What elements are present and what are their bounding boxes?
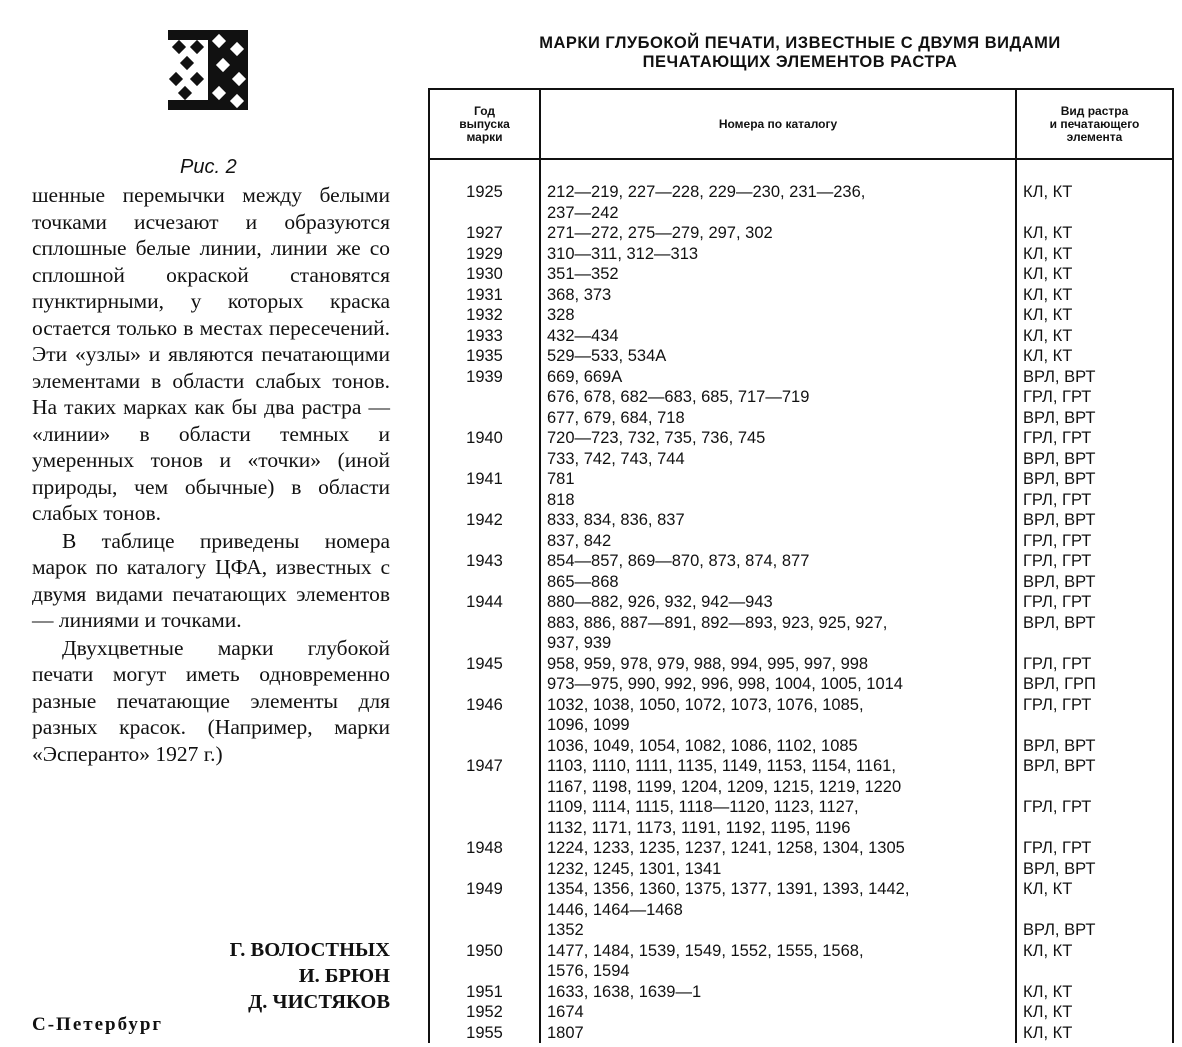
cell-year [429, 674, 540, 695]
cell-type: КЛ, КТ [1016, 346, 1173, 367]
cell-nums: 1354, 1356, 1360, 1375, 1377, 1391, 1393, 1442, [540, 879, 1016, 900]
cell-nums: 1032, 1038, 1050, 1072, 1073, 1076, 1085, [540, 695, 1016, 716]
cell-year [429, 818, 540, 839]
table-row [429, 285, 1173, 306]
cell-type: КЛ, КТ [1016, 159, 1173, 203]
cell-year [429, 900, 540, 921]
cell-nums: 1167, 1198, 1199, 1204, 1209, 1215, 1219, 1220 [540, 777, 1016, 798]
table-row [429, 572, 1173, 593]
paragraph-3: Двухцветные марки глубокой печати могут иметь одновременно разные печатающие элементы для разных красок. (Например, марки «Эсперанто» 1927 г.) [32, 635, 390, 766]
cell-year: 1951 [429, 982, 540, 1003]
table-row [429, 326, 1173, 347]
table-title-line-2: ПЕЧАТАЮЩИХ ЭЛЕМЕНТОВ РАСТРА [642, 53, 958, 71]
cell-nums: 1674 [540, 1002, 1016, 1023]
cell-nums: 677, 679, 684, 718 [540, 408, 1016, 429]
cell-type [1016, 900, 1173, 921]
cell-year [429, 572, 540, 593]
cell-nums: 1633, 1638, 1639—1 [540, 982, 1016, 1003]
author-2: И. БРЮН [298, 965, 390, 987]
cell-year [429, 408, 540, 429]
cell-type [1016, 715, 1173, 736]
cell-nums: 1352 [540, 920, 1016, 941]
table-row [429, 531, 1173, 552]
cell-year: 1933 [429, 326, 540, 347]
paragraph-2: В таблице приведены номера марок по каталогу ЦФА, известных с двумя видами печатающих элементов — линиями и точками. [32, 528, 390, 632]
table-row [429, 408, 1173, 429]
cell-year: 1947 [429, 756, 540, 777]
cell-type: КЛ, КТ [1016, 264, 1173, 285]
cell-nums: 1807 [540, 1023, 1016, 1044]
table-row [429, 859, 1173, 880]
table-row [429, 818, 1173, 839]
table-row [429, 838, 1173, 859]
cell-nums: 351—352 [540, 264, 1016, 285]
cell-year [429, 531, 540, 552]
cell-year: 1925 [429, 159, 540, 203]
table-row [429, 715, 1173, 736]
halftone-dots-figure-icon [168, 30, 248, 110]
cell-nums: 781 [540, 469, 1016, 490]
cell-type: ГРЛ, ГРТ [1016, 387, 1173, 408]
cell-year [429, 715, 540, 736]
cell-nums: 529—533, 534А [540, 346, 1016, 367]
table-row [429, 367, 1173, 388]
table-row [429, 797, 1173, 818]
cell-year [429, 736, 540, 757]
cell-type: ГРЛ, ГРТ [1016, 490, 1173, 511]
cell-type [1016, 633, 1173, 654]
cell-nums: 1103, 1110, 1111, 1135, 1149, 1153, 1154, 1161, [540, 756, 1016, 777]
cell-year: 1940 [429, 428, 540, 449]
cell-nums: 1132, 1171, 1173, 1191, 1192, 1195, 1196 [540, 818, 1016, 839]
cell-type: КЛ, КТ [1016, 244, 1173, 265]
table-row [429, 1002, 1173, 1023]
table-row [429, 449, 1173, 470]
article-body [32, 182, 390, 767]
cell-year: 1927 [429, 223, 540, 244]
cell-year: 1948 [429, 838, 540, 859]
author-3: Д. ЧИСТЯКОВ [248, 991, 390, 1013]
cell-type [1016, 777, 1173, 798]
table-body [429, 159, 1173, 1043]
table-row [429, 879, 1173, 900]
cell-type: ВРЛ, ВРТ [1016, 510, 1173, 531]
table-row [429, 1023, 1173, 1044]
cell-type: ГРЛ, ГРТ [1016, 428, 1173, 449]
table-row [429, 900, 1173, 921]
cell-nums: 368, 373 [540, 285, 1016, 306]
table-row [429, 674, 1173, 695]
table-row [429, 203, 1173, 224]
cell-type: КЛ, КТ [1016, 1002, 1173, 1023]
cell-year [429, 387, 540, 408]
table-row [429, 264, 1173, 285]
header-year: Год выпуска марки [429, 89, 540, 159]
cell-year [429, 449, 540, 470]
cell-type [1016, 961, 1173, 982]
cell-year: 1945 [429, 654, 540, 675]
table-row [429, 654, 1173, 675]
cell-year [429, 920, 540, 941]
cell-nums: 1446, 1464—1468 [540, 900, 1016, 921]
table-row [429, 777, 1173, 798]
table-row [429, 159, 1173, 203]
cell-year: 1941 [429, 469, 540, 490]
figure-caption: Рис. 2 [180, 156, 237, 178]
cell-nums: 1109, 1114, 1115, 1118—1120, 1123, 1127, [540, 797, 1016, 818]
table-row [429, 551, 1173, 572]
paragraph-1: шенные перемычки между белыми точками исчезают и образуются сплошные белые линии, линии же со сплошной окраской становятся пунктирными, у которых краска остается только в местах пересечений. Эти «узлы» и являются печатающими элементами в области слабых тонов. На таких марках как бы два растра — «линии» в области темных и умеренных тонов и «точки» (иной природы, чем обычные) в области слабых тонов. [32, 183, 390, 525]
city-signature: С-Петербург [32, 1014, 164, 1035]
table-row [429, 346, 1173, 367]
table-row [429, 469, 1173, 490]
table-row [429, 961, 1173, 982]
cell-type: КЛ, КТ [1016, 879, 1173, 900]
cell-type: ВРЛ, ВРТ [1016, 859, 1173, 880]
cell-type: ГРЛ, ГРТ [1016, 592, 1173, 613]
cell-nums: 937, 939 [540, 633, 1016, 654]
cell-type: ГРЛ, ГРТ [1016, 654, 1173, 675]
cell-nums: 1036, 1049, 1054, 1082, 1086, 1102, 1085 [540, 736, 1016, 757]
header-numbers: Номера по каталогу [540, 89, 1016, 159]
table-row [429, 387, 1173, 408]
cell-nums: 669, 669А [540, 367, 1016, 388]
cell-nums: 1576, 1594 [540, 961, 1016, 982]
cell-year: 1931 [429, 285, 540, 306]
cell-nums: 833, 834, 836, 837 [540, 510, 1016, 531]
table-row [429, 244, 1173, 265]
cell-type: ГРЛ, ГРТ [1016, 531, 1173, 552]
cell-nums: 733, 742, 743, 744 [540, 449, 1016, 470]
cell-year: 1955 [429, 1023, 540, 1044]
author-1: Г. ВОЛОСТНЫХ [229, 939, 390, 961]
cell-type: КЛ, КТ [1016, 223, 1173, 244]
table-row [429, 592, 1173, 613]
cell-type: ВРЛ, ВРТ [1016, 408, 1173, 429]
table-title-line-1: МАРКИ ГЛУБОКОЙ ПЕЧАТИ, ИЗВЕСТНЫЕ С ДВУМЯ ВИДАМИ [539, 34, 1061, 52]
table-row [429, 920, 1173, 941]
table-row [429, 223, 1173, 244]
cell-nums: 1232, 1245, 1301, 1341 [540, 859, 1016, 880]
header-type: Вид растра и печатающего элемента [1016, 89, 1173, 159]
cell-type: ГРЛ, ГРТ [1016, 797, 1173, 818]
cell-type: ВРЛ, ВРТ [1016, 613, 1173, 634]
cell-year: 1935 [429, 346, 540, 367]
cell-type: КЛ, КТ [1016, 1023, 1173, 1044]
cell-nums: 1224, 1233, 1235, 1237, 1241, 1258, 1304, 1305 [540, 838, 1016, 859]
cell-year: 1949 [429, 879, 540, 900]
cell-year [429, 613, 540, 634]
cell-type: ГРЛ, ГРТ [1016, 695, 1173, 716]
cell-nums: 310—311, 312—313 [540, 244, 1016, 265]
cell-type: ВРЛ, ВРТ [1016, 469, 1173, 490]
cell-year [429, 633, 540, 654]
cell-type: КЛ, КТ [1016, 941, 1173, 962]
cell-type: ВРЛ, ВРТ [1016, 756, 1173, 777]
table-row [429, 941, 1173, 962]
cell-nums: 328 [540, 305, 1016, 326]
cell-nums: 883, 886, 887—891, 892—893, 923, 925, 927, [540, 613, 1016, 634]
cell-type: ГРЛ, ГРТ [1016, 551, 1173, 572]
cell-nums: 432—434 [540, 326, 1016, 347]
cell-nums: 958, 959, 978, 979, 988, 994, 995, 997, 998 [540, 654, 1016, 675]
cell-type: ВРЛ, ВРТ [1016, 367, 1173, 388]
table-header-row [429, 89, 1173, 159]
cell-year: 1950 [429, 941, 540, 962]
cell-nums: 865—868 [540, 572, 1016, 593]
cell-nums: 880—882, 926, 932, 942—943 [540, 592, 1016, 613]
cell-nums: 212—219, 227—228, 229—230, 231—236, [540, 159, 1016, 203]
table-row [429, 982, 1173, 1003]
cell-nums: 720—723, 732, 735, 736, 745 [540, 428, 1016, 449]
cell-nums: 1477, 1484, 1539, 1549, 1552, 1555, 1568, [540, 941, 1016, 962]
cell-year [429, 961, 540, 982]
table-row [429, 613, 1173, 634]
cell-year [429, 797, 540, 818]
cell-type: ВРЛ, ВРТ [1016, 449, 1173, 470]
cell-nums: 271—272, 275—279, 297, 302 [540, 223, 1016, 244]
table-title [430, 34, 1170, 72]
stamps-table [428, 88, 1174, 1043]
cell-year [429, 490, 540, 511]
cell-year: 1942 [429, 510, 540, 531]
cell-nums: 818 [540, 490, 1016, 511]
cell-type: ВРЛ, ВРТ [1016, 920, 1173, 941]
table-row [429, 510, 1173, 531]
cell-year: 1952 [429, 1002, 540, 1023]
cell-type: КЛ, КТ [1016, 982, 1173, 1003]
cell-type [1016, 203, 1173, 224]
cell-type: КЛ, КТ [1016, 285, 1173, 306]
cell-year: 1939 [429, 367, 540, 388]
table-row [429, 736, 1173, 757]
cell-nums: 973—975, 990, 992, 996, 998, 1004, 1005, 1014 [540, 674, 1016, 695]
cell-year: 1943 [429, 551, 540, 572]
cell-nums: 1096, 1099 [540, 715, 1016, 736]
cell-year [429, 777, 540, 798]
cell-type: ВРЛ, ВРТ [1016, 572, 1173, 593]
cell-type: ВРЛ, ГРП [1016, 674, 1173, 695]
cell-year: 1930 [429, 264, 540, 285]
table-row [429, 633, 1173, 654]
cell-type: ВРЛ, ВРТ [1016, 736, 1173, 757]
cell-year [429, 203, 540, 224]
cell-nums: 676, 678, 682—683, 685, 717—719 [540, 387, 1016, 408]
cell-year [429, 859, 540, 880]
table-row [429, 490, 1173, 511]
table-row [429, 756, 1173, 777]
cell-nums: 837, 842 [540, 531, 1016, 552]
table-row [429, 695, 1173, 716]
cell-nums: 237—242 [540, 203, 1016, 224]
authors-block [230, 937, 390, 1015]
cell-type: КЛ, КТ [1016, 326, 1173, 347]
cell-type [1016, 818, 1173, 839]
cell-year: 1944 [429, 592, 540, 613]
cell-year: 1932 [429, 305, 540, 326]
cell-year: 1929 [429, 244, 540, 265]
cell-type: КЛ, КТ [1016, 305, 1173, 326]
cell-nums: 854—857, 869—870, 873, 874, 877 [540, 551, 1016, 572]
cell-year: 1946 [429, 695, 540, 716]
cell-type: ГРЛ, ГРТ [1016, 838, 1173, 859]
table-row [429, 428, 1173, 449]
table-row [429, 305, 1173, 326]
